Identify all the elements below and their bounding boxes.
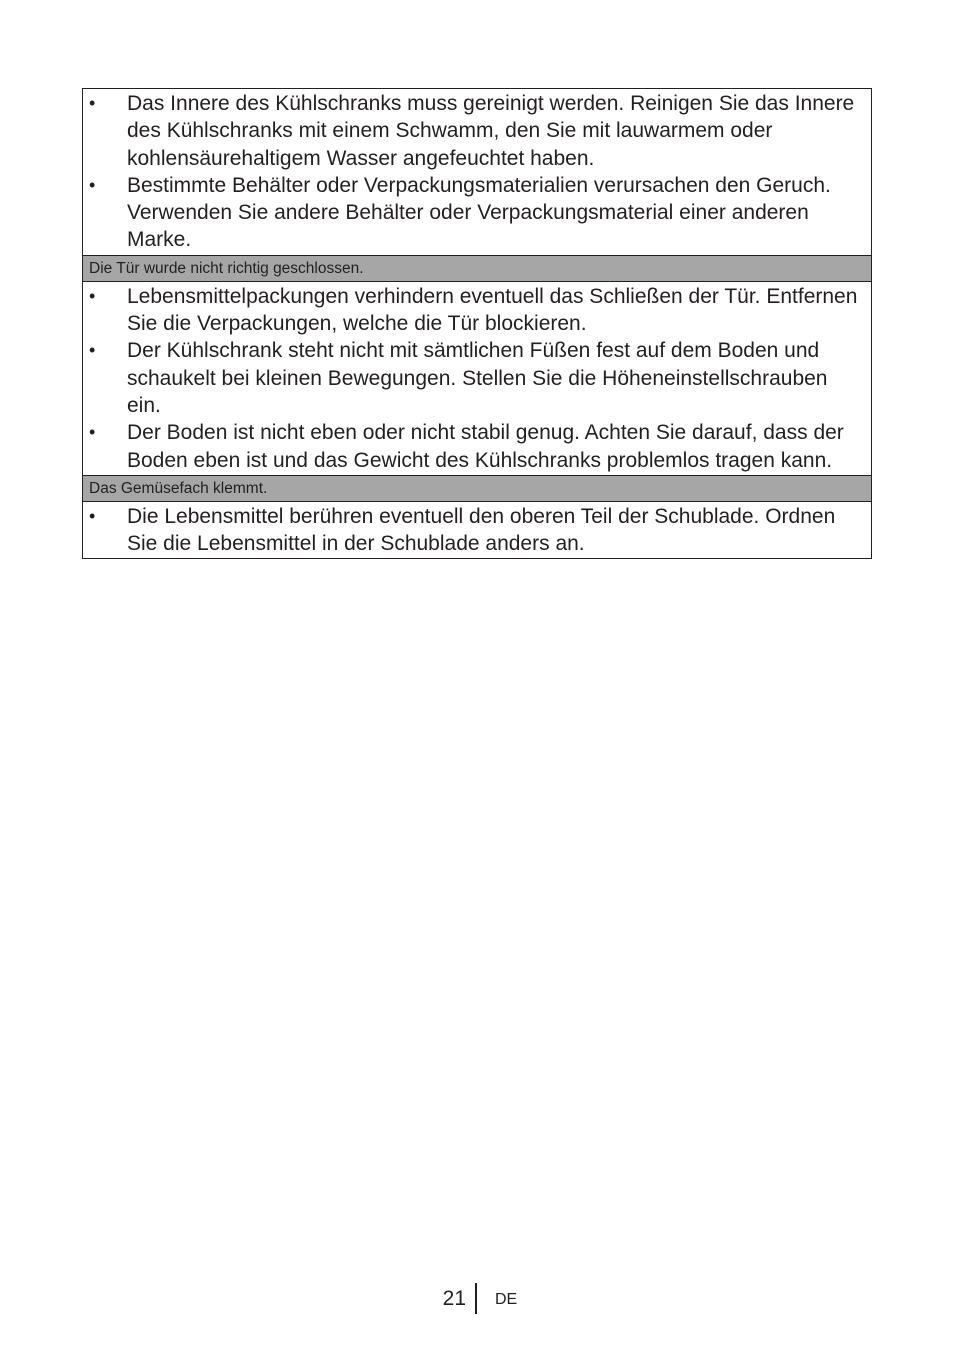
list-item bbox=[83, 90, 865, 172]
troubleshooting-table bbox=[82, 88, 872, 559]
bullet-icon: • bbox=[89, 505, 96, 526]
language-code: DE bbox=[495, 1291, 518, 1308]
page-footer bbox=[0, 1283, 954, 1315]
solution-text: Die Lebensmittel berühren eventuell den oberen Teil der Schublade. Ordnen Sie die Lebensmittel in der Schublade anders an. bbox=[127, 504, 836, 556]
solution-list bbox=[83, 281, 871, 475]
solution-text: Der Boden ist nicht eben oder nicht stabil genug. Achten Sie darauf, dass der Boden eben ist und das Gewicht des Kühlschranks problemlos tragen kann. bbox=[127, 421, 844, 472]
footer-divider bbox=[475, 1283, 477, 1314]
bullet-icon: • bbox=[89, 93, 96, 113]
solution-text: Lebensmittelpackungen verhindern eventuell das Schließen der Tür. Entfernen Sie die Verpackungen, welche die Tür blockieren. bbox=[127, 284, 858, 336]
solution-text: Das Innere des Kühlschranks muss gereinigt werden. Reinigen Sie das Innere des Kühlschranks mit einem Schwamm, den Sie mit lauwarmem oder kohlensäurehaltigem Wasser angefeuchtet haben. bbox=[127, 92, 855, 170]
problem-heading: Die Tür wurde nicht richtig geschlossen. bbox=[83, 255, 871, 281]
list-item bbox=[83, 172, 865, 254]
solution-text: Bestimmte Behälter oder Verpackungsmaterialien verursachen den Geruch. Verwenden Sie andere Behälter oder Verpackungsmaterial einer anderen Marke. bbox=[127, 173, 831, 252]
bullet-icon: • bbox=[89, 340, 96, 361]
bullet-icon: • bbox=[89, 422, 96, 443]
solution-list bbox=[83, 501, 871, 559]
list-item bbox=[83, 503, 865, 558]
bullet-icon: • bbox=[89, 285, 96, 306]
list-item bbox=[83, 337, 865, 419]
problem-heading: Das Gemüsefach klemmt. bbox=[83, 475, 871, 501]
solution-list bbox=[83, 89, 871, 255]
list-item bbox=[83, 283, 865, 338]
list-item bbox=[83, 419, 865, 474]
solution-text: Der Kühlschrank steht nicht mit sämtlichen Füßen fest auf dem Boden und schaukelt bei kleinen Bewegungen. Stellen Sie die Höheneinstellschrauben ein. bbox=[127, 339, 828, 417]
bullet-icon: • bbox=[89, 174, 96, 195]
page-number: 21 bbox=[442, 1287, 466, 1310]
